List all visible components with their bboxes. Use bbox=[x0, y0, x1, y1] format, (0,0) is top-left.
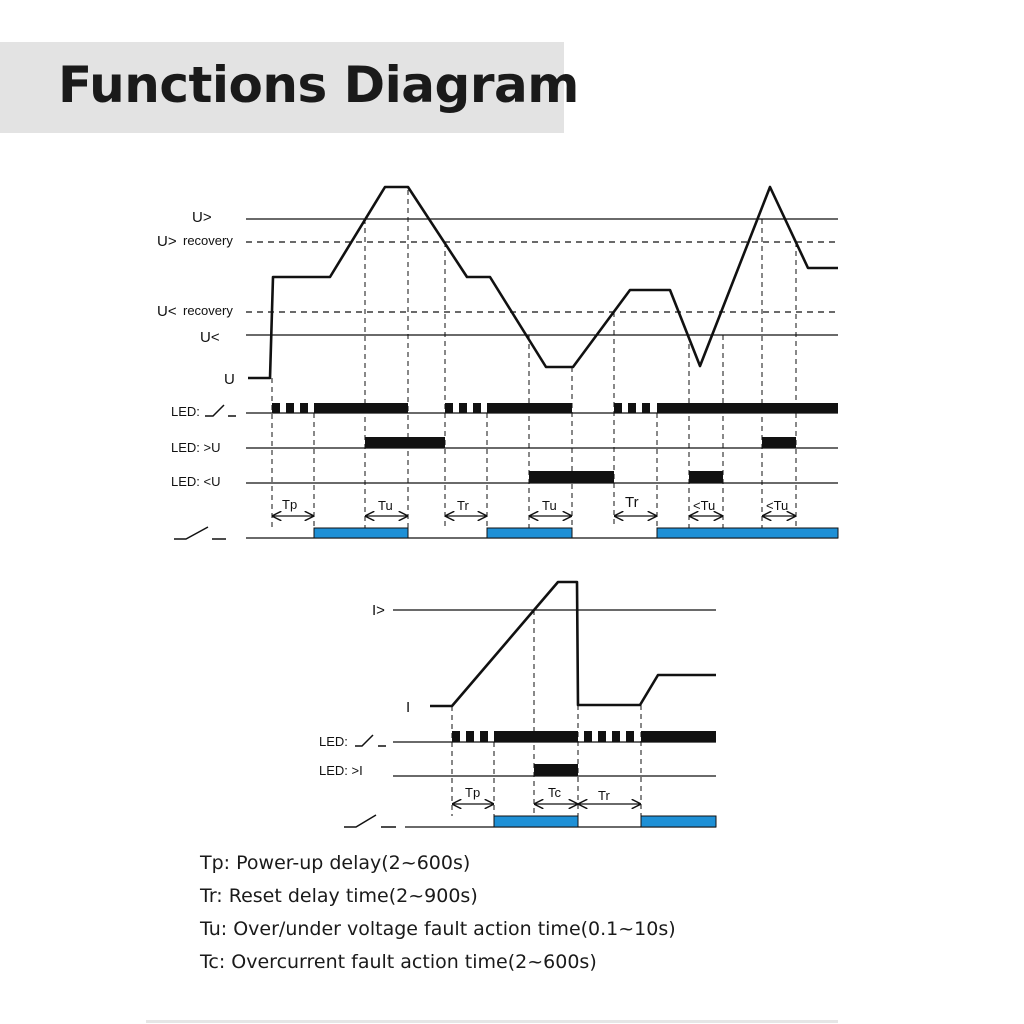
current-relay-on-1 bbox=[494, 816, 578, 827]
current-led-relay-blink-2 bbox=[584, 731, 634, 742]
interval-tu-3: <Tu bbox=[693, 498, 716, 513]
label-u-over: U> bbox=[192, 209, 212, 226]
label-i-over: I> bbox=[372, 602, 385, 619]
relay-on-1 bbox=[314, 528, 408, 538]
legend-item-tp: Tp: Power-up delay(2~600s) bbox=[200, 852, 471, 874]
current-led-relay-blink-1 bbox=[452, 731, 488, 742]
label-u-under-recovery: U< bbox=[157, 303, 177, 320]
legend-item-tr: Tr: Reset delay time(2~900s) bbox=[200, 885, 478, 907]
label-u-over-recovery: U> bbox=[157, 233, 177, 250]
led-relay-blink-3 bbox=[614, 403, 650, 413]
led-over-on-2 bbox=[762, 437, 796, 448]
interval-tp: Tp bbox=[282, 497, 298, 512]
current-interval-tr: Tr bbox=[598, 788, 610, 803]
current-diagram bbox=[319, 582, 716, 827]
led-over-on-1 bbox=[365, 437, 445, 448]
led-under-on-2 bbox=[689, 471, 723, 483]
current-interval-tc: Tc bbox=[548, 785, 561, 800]
label-u: U bbox=[224, 371, 235, 388]
label-u-under-recovery-suffix: recovery bbox=[183, 303, 233, 318]
label-u-over-recovery-suffix: recovery bbox=[183, 233, 233, 248]
current-led-relay-on-2 bbox=[641, 731, 716, 742]
current-led-over-on bbox=[534, 764, 578, 776]
led-relay-on-3 bbox=[657, 403, 838, 413]
current-led-relay-label: LED: bbox=[319, 734, 348, 749]
led-relay-blink-2 bbox=[445, 403, 481, 413]
label-u-under: U< bbox=[200, 329, 220, 346]
relay-on-2 bbox=[487, 528, 572, 538]
relay-on-3 bbox=[657, 528, 838, 538]
led-over-label: LED: >U bbox=[171, 440, 221, 455]
led-under-on-1 bbox=[529, 471, 614, 483]
bottom-divider bbox=[146, 1020, 838, 1023]
current-relay-switch-icon bbox=[344, 815, 396, 827]
legend bbox=[200, 847, 676, 979]
current-waveform bbox=[430, 582, 716, 706]
switch-open-icon bbox=[205, 405, 236, 416]
current-guides bbox=[452, 610, 641, 816]
interval-tu-2: Tu bbox=[542, 498, 557, 513]
relay-switch-icon bbox=[174, 527, 226, 539]
current-switch-open-icon bbox=[355, 735, 386, 746]
legend-item-tu: Tu: Over/under voltage fault action time(0.1~10s) bbox=[200, 918, 676, 940]
voltage-waveform bbox=[248, 187, 838, 378]
legend-item-tc: Tc: Overcurrent fault action time(2~600s) bbox=[200, 951, 597, 973]
interval-tr-1: Tr bbox=[457, 498, 469, 513]
led-relay-blink-1 bbox=[272, 403, 308, 413]
led-under-label: LED: <U bbox=[171, 474, 221, 489]
current-led-relay-on-1 bbox=[494, 731, 578, 742]
page-title: Functions Diagram bbox=[58, 56, 579, 114]
label-i: I bbox=[406, 699, 411, 716]
led-relay-label: LED: bbox=[171, 404, 200, 419]
voltage-diagram bbox=[157, 187, 838, 539]
current-relay-on-2 bbox=[641, 816, 716, 827]
current-led-over-label: LED: >I bbox=[319, 763, 363, 778]
led-relay-on-1 bbox=[314, 403, 408, 413]
interval-tu-4: <Tu bbox=[766, 498, 789, 513]
led-relay-on-2 bbox=[487, 403, 572, 413]
interval-tr-2: Tr bbox=[625, 494, 639, 511]
interval-tu-1: Tu bbox=[378, 498, 393, 513]
current-interval-tp: Tp bbox=[465, 785, 481, 800]
